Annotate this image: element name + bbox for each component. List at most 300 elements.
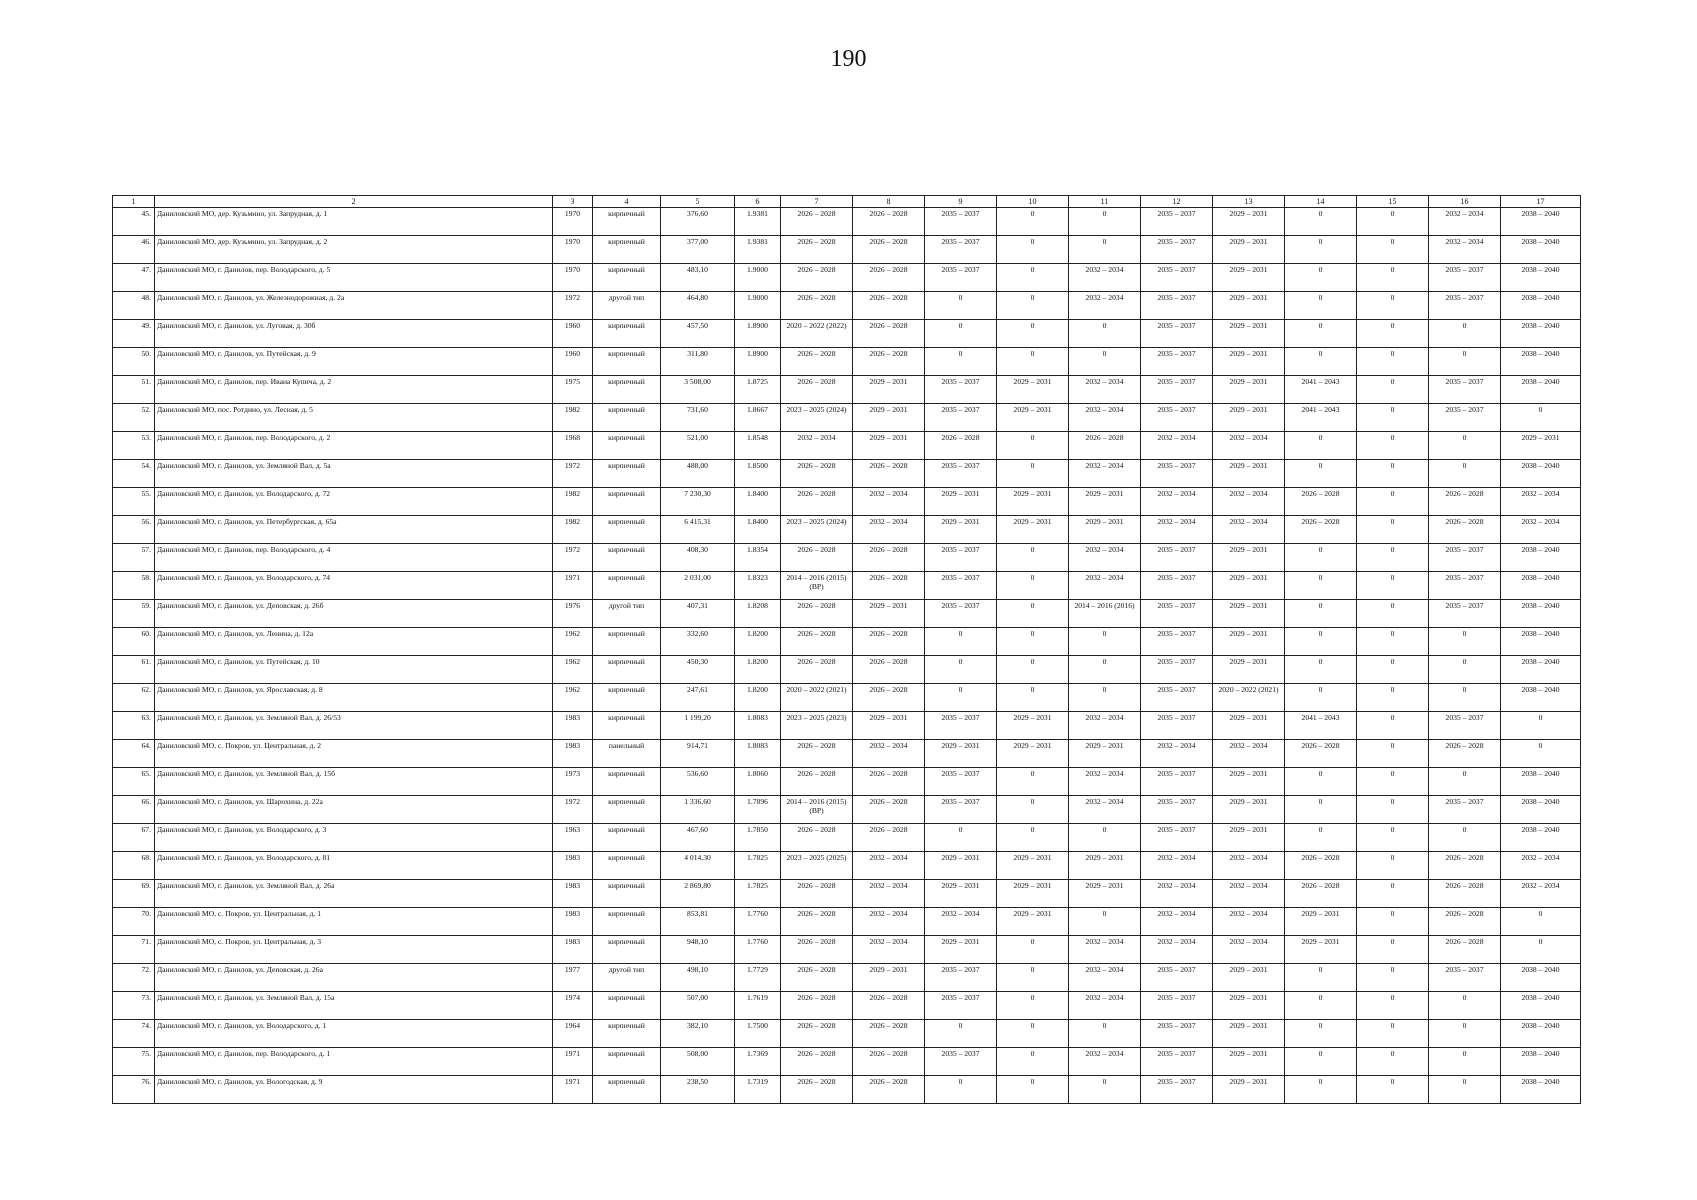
table-cell: 2038 – 2040 <box>1501 1048 1581 1076</box>
table-cell: 0 <box>1285 796 1357 824</box>
table-cell: 2032 – 2034 <box>1141 516 1213 544</box>
table-cell: 0 <box>997 656 1069 684</box>
table-cell: 0 <box>1429 684 1501 712</box>
table-cell: 2026 – 2028 <box>781 768 853 796</box>
table-cell: 450,30 <box>661 656 735 684</box>
table-cell: 7 230,30 <box>661 488 735 516</box>
table-cell: 2026 – 2028 <box>781 964 853 992</box>
table-cell: 1.8200 <box>735 656 781 684</box>
row-number-cell: 63. <box>113 712 155 740</box>
table-cell: 1982 <box>553 404 593 432</box>
table-cell: 2038 – 2040 <box>1501 208 1581 236</box>
table-cell: 0 <box>1429 320 1501 348</box>
table-cell: 2032 – 2034 <box>1141 740 1213 768</box>
table-cell: 2035 – 2037 <box>925 264 997 292</box>
table-cell: кирпичный <box>593 348 661 376</box>
table-cell: 2029 – 2031 <box>1213 376 1285 404</box>
table-cell: 0 <box>1285 544 1357 572</box>
table-cell: 1962 <box>553 628 593 656</box>
table-cell: другой тип <box>593 292 661 320</box>
table-cell: 0 <box>925 684 997 712</box>
table-cell: 464,80 <box>661 292 735 320</box>
table-cell: 2041 – 2043 <box>1285 712 1357 740</box>
address-cell: Даниловский МО, г. Данилов, ул. Деповская, д. 26б <box>155 600 553 628</box>
table-cell: 2029 – 2031 <box>925 488 997 516</box>
table-cell: 1.9000 <box>735 292 781 320</box>
table-cell: 2035 – 2037 <box>1141 628 1213 656</box>
table-cell: 2023 – 2025 (2024) <box>781 516 853 544</box>
table-cell: 0 <box>1069 824 1141 852</box>
row-number-cell: 62. <box>113 684 155 712</box>
table-cell: 0 <box>1069 1020 1141 1048</box>
table-row <box>113 320 1581 348</box>
address-cell: Даниловский МО, г. Данилов, ул. Путейская, д. 10 <box>155 656 553 684</box>
table-cell: 2029 – 2031 <box>1213 236 1285 264</box>
table-cell: 2035 – 2037 <box>1141 796 1213 824</box>
table-cell: 2026 – 2028 <box>853 264 925 292</box>
row-number-cell: 56. <box>113 516 155 544</box>
document-table-container <box>112 195 1580 1104</box>
table-cell: кирпичный <box>593 796 661 824</box>
row-number-cell: 61. <box>113 656 155 684</box>
table-cell: кирпичный <box>593 1020 661 1048</box>
table-cell: 0 <box>997 936 1069 964</box>
table-cell: 2032 – 2034 <box>1213 488 1285 516</box>
table-cell: 2029 – 2031 <box>1069 880 1141 908</box>
table-cell: 2032 – 2034 <box>781 432 853 460</box>
row-number-cell: 46. <box>113 236 155 264</box>
table-cell: 2038 – 2040 <box>1501 1020 1581 1048</box>
table-cell: 0 <box>997 684 1069 712</box>
table-cell: 2026 – 2028 <box>853 236 925 264</box>
table-cell: 2035 – 2037 <box>925 460 997 488</box>
table-cell: 0 <box>1357 684 1429 712</box>
table-cell: 0 <box>1069 236 1141 264</box>
table-cell: 853,81 <box>661 908 735 936</box>
table-row <box>113 432 1581 460</box>
row-number-cell: 66. <box>113 796 155 824</box>
table-cell: 1.9381 <box>735 236 781 264</box>
table-cell: 0 <box>997 264 1069 292</box>
table-cell: 0 <box>925 320 997 348</box>
table-cell: 2029 – 2031 <box>1213 264 1285 292</box>
row-number-cell: 48. <box>113 292 155 320</box>
table-cell: 521,00 <box>661 432 735 460</box>
table-cell: 2026 – 2028 <box>1285 516 1357 544</box>
table-cell: 2038 – 2040 <box>1501 1076 1581 1104</box>
table-row <box>113 936 1581 964</box>
row-number-cell: 64. <box>113 740 155 768</box>
table-cell: 2026 – 2028 <box>781 208 853 236</box>
table-cell: 0 <box>1501 936 1581 964</box>
table-cell: 2032 – 2034 <box>1069 404 1141 432</box>
table-cell: 1.8354 <box>735 544 781 572</box>
table-cell: 1.7850 <box>735 824 781 852</box>
table-cell: 2035 – 2037 <box>1141 572 1213 600</box>
table-cell: кирпичный <box>593 460 661 488</box>
table-cell: 0 <box>1501 740 1581 768</box>
row-number-cell: 75. <box>113 1048 155 1076</box>
table-cell: 0 <box>997 432 1069 460</box>
table-cell: 2029 – 2031 <box>853 404 925 432</box>
table-cell: 1.7825 <box>735 880 781 908</box>
table-cell: 2038 – 2040 <box>1501 992 1581 1020</box>
table-cell: 0 <box>1285 824 1357 852</box>
table-row <box>113 460 1581 488</box>
table-cell: 2032 – 2034 <box>853 740 925 768</box>
table-cell: 536,60 <box>661 768 735 796</box>
table-cell: 2032 – 2034 <box>1141 488 1213 516</box>
column-header: 4 <box>593 196 661 208</box>
table-cell: 2035 – 2037 <box>1141 292 1213 320</box>
row-number-cell: 60. <box>113 628 155 656</box>
table-row <box>113 264 1581 292</box>
table-cell: кирпичный <box>593 572 661 600</box>
table-cell: 2032 – 2034 <box>1429 208 1501 236</box>
table-cell: 0 <box>1357 740 1429 768</box>
table-cell: 2029 – 2031 <box>853 432 925 460</box>
address-cell: Даниловский МО, г. Данилов, ул. Володарского, д. 81 <box>155 852 553 880</box>
table-cell: 2038 – 2040 <box>1501 600 1581 628</box>
table-cell: 1971 <box>553 1048 593 1076</box>
table-cell: 2029 – 2031 <box>1213 404 1285 432</box>
table-row <box>113 572 1581 600</box>
table-cell: 2026 – 2028 <box>781 600 853 628</box>
table-cell: 0 <box>1501 908 1581 936</box>
row-number-cell: 76. <box>113 1076 155 1104</box>
table-cell: 2032 – 2034 <box>853 852 925 880</box>
table-cell: 2026 – 2028 <box>853 628 925 656</box>
table-cell: 0 <box>1285 208 1357 236</box>
row-number-cell: 71. <box>113 936 155 964</box>
table-cell: 1970 <box>553 264 593 292</box>
table-cell: 2014 – 2016 (2015) (ВР) <box>781 796 853 824</box>
column-header: 11 <box>1069 196 1141 208</box>
table-cell: 2029 – 2031 <box>925 740 997 768</box>
table-cell: 0 <box>1429 824 1501 852</box>
table-cell: 0 <box>1357 656 1429 684</box>
table-cell: 0 <box>997 292 1069 320</box>
table-cell: 2029 – 2031 <box>1213 208 1285 236</box>
table-cell: 2035 – 2037 <box>1141 600 1213 628</box>
table-cell: 2026 – 2028 <box>853 796 925 824</box>
table-cell: 2032 – 2034 <box>1069 292 1141 320</box>
table-cell: 2032 – 2034 <box>1069 460 1141 488</box>
table-cell: 2032 – 2034 <box>1501 516 1581 544</box>
table-cell: 0 <box>1501 712 1581 740</box>
table-cell: 2035 – 2037 <box>925 1048 997 1076</box>
row-number-cell: 52. <box>113 404 155 432</box>
table-cell: 0 <box>1285 656 1357 684</box>
table-cell: 0 <box>1069 628 1141 656</box>
table-cell: 1.8200 <box>735 684 781 712</box>
table-cell: 0 <box>1357 712 1429 740</box>
row-number-cell: 74. <box>113 1020 155 1048</box>
table-cell: 0 <box>1069 1076 1141 1104</box>
table-cell: 2032 – 2034 <box>1213 936 1285 964</box>
table-cell: 1974 <box>553 992 593 1020</box>
table-cell: 2020 – 2022 (2021) <box>1213 684 1285 712</box>
column-header: 6 <box>735 196 781 208</box>
table-cell: 2041 – 2043 <box>1285 404 1357 432</box>
table-cell: 2029 – 2031 <box>1213 572 1285 600</box>
table-cell: 2035 – 2037 <box>1141 992 1213 1020</box>
column-header: 12 <box>1141 196 1213 208</box>
table-cell: 2026 – 2028 <box>853 320 925 348</box>
table-cell: 0 <box>1357 880 1429 908</box>
table-cell: 2029 – 2031 <box>853 964 925 992</box>
page-number: 190 <box>830 46 867 72</box>
table-cell: 0 <box>1357 768 1429 796</box>
table-cell: 1.7369 <box>735 1048 781 1076</box>
table-cell: 2026 – 2028 <box>781 880 853 908</box>
column-header: 14 <box>1285 196 1357 208</box>
address-cell: Даниловский МО, г. Данилов, ул. Вологодская, д. 9 <box>155 1076 553 1104</box>
table-cell: 1.8323 <box>735 572 781 600</box>
table-cell: 1971 <box>553 1076 593 1104</box>
table-cell: 0 <box>1357 264 1429 292</box>
table-cell: 0 <box>1501 404 1581 432</box>
table-row <box>113 208 1581 236</box>
address-cell: Даниловский МО, г. Данилов, ул. Ленина, д. 12а <box>155 628 553 656</box>
address-cell: Даниловский МО, г. Данилов, ул. Железнодорожная, д. 2а <box>155 292 553 320</box>
table-cell: 2038 – 2040 <box>1501 964 1581 992</box>
table-cell: 2029 – 2031 <box>997 516 1069 544</box>
table-cell: 4 014,30 <box>661 852 735 880</box>
table-cell: 2035 – 2037 <box>1141 404 1213 432</box>
table-cell: 2038 – 2040 <box>1501 656 1581 684</box>
table-cell: 0 <box>1285 572 1357 600</box>
table-cell: 0 <box>997 964 1069 992</box>
table-row <box>113 908 1581 936</box>
table-cell: 0 <box>1069 908 1141 936</box>
table-row <box>113 516 1581 544</box>
table-cell: 1964 <box>553 1020 593 1048</box>
table-cell: 0 <box>1429 1048 1501 1076</box>
table-cell: 2032 – 2034 <box>1429 236 1501 264</box>
table-cell: 1972 <box>553 460 593 488</box>
table-cell: 2029 – 2031 <box>1213 320 1285 348</box>
address-cell: Даниловский МО, г. Данилов, ул. Земляной Вал, д. 26/53 <box>155 712 553 740</box>
address-cell: Даниловский МО, г. Данилов, ул. Земляной Вал, д. 15а <box>155 992 553 1020</box>
table-cell: 1.8725 <box>735 376 781 404</box>
table-cell: 2038 – 2040 <box>1501 768 1581 796</box>
address-cell: Даниловский МО, г. Данилов, пер. Ивана Купича, д. 2 <box>155 376 553 404</box>
table-cell: 2026 – 2028 <box>853 460 925 488</box>
table-cell: 0 <box>997 1076 1069 1104</box>
table-cell: 0 <box>1285 1020 1357 1048</box>
table-cell: 488,00 <box>661 460 735 488</box>
table-cell: 1 336,60 <box>661 796 735 824</box>
table-cell: 2032 – 2034 <box>853 936 925 964</box>
table-cell: 0 <box>997 768 1069 796</box>
table-cell: кирпичный <box>593 516 661 544</box>
table-cell: кирпичный <box>593 432 661 460</box>
table-cell: 0 <box>1357 1048 1429 1076</box>
table-cell: 2026 – 2028 <box>781 936 853 964</box>
table-row <box>113 348 1581 376</box>
row-number-cell: 65. <box>113 768 155 796</box>
table-cell: 2026 – 2028 <box>853 768 925 796</box>
table-cell: 0 <box>997 1020 1069 1048</box>
table-cell: 0 <box>1357 404 1429 432</box>
table-cell: 1.8900 <box>735 348 781 376</box>
table-cell: 1983 <box>553 712 593 740</box>
row-number-cell: 67. <box>113 824 155 852</box>
address-cell: Даниловский МО, г. Данилов, ул. Путейская, д. 9 <box>155 348 553 376</box>
table-cell: 1.7500 <box>735 1020 781 1048</box>
table-cell: кирпичный <box>593 264 661 292</box>
table-cell: 2029 – 2031 <box>1213 1048 1285 1076</box>
table-cell: 2035 – 2037 <box>925 404 997 432</box>
table-cell: 914,71 <box>661 740 735 768</box>
table-cell: 1.8400 <box>735 488 781 516</box>
table-cell: 2035 – 2037 <box>1141 712 1213 740</box>
table-cell: 2032 – 2034 <box>1213 740 1285 768</box>
table-cell: кирпичный <box>593 488 661 516</box>
table-row <box>113 236 1581 264</box>
table-cell: 2032 – 2034 <box>853 488 925 516</box>
table-cell: 2029 – 2031 <box>1285 908 1357 936</box>
address-cell: Даниловский МО, с. Покров, ул. Центральная, д. 3 <box>155 936 553 964</box>
table-cell: 2026 – 2028 <box>781 1020 853 1048</box>
table-row <box>113 852 1581 880</box>
table-cell: 2035 – 2037 <box>925 572 997 600</box>
table-cell: 2038 – 2040 <box>1501 628 1581 656</box>
address-cell: Даниловский МО, г. Данилов, ул. Володарского, д. 72 <box>155 488 553 516</box>
table-cell: 0 <box>1285 628 1357 656</box>
address-cell: Даниловский МО, пос. Ротдино, ул. Лесная, д. 5 <box>155 404 553 432</box>
column-header: 1 <box>113 196 155 208</box>
address-cell: Даниловский МО, г. Данилов, ул. Петербургская, д. 65а <box>155 516 553 544</box>
table-cell: 2029 – 2031 <box>1501 432 1581 460</box>
table-cell: 2035 – 2037 <box>1429 292 1501 320</box>
address-cell: Даниловский МО, дер. Кузьмино, ул. Запрудная, д. 1 <box>155 208 553 236</box>
table-cell: 0 <box>1357 432 1429 460</box>
table-cell: 2029 – 2031 <box>1213 600 1285 628</box>
table-cell: 2032 – 2034 <box>1069 964 1141 992</box>
table-cell: 2032 – 2034 <box>1213 432 1285 460</box>
table-cell: кирпичный <box>593 656 661 684</box>
row-number-cell: 58. <box>113 572 155 600</box>
table-cell: 0 <box>997 824 1069 852</box>
table-cell: 238,50 <box>661 1076 735 1104</box>
table-cell: 1972 <box>553 796 593 824</box>
table-cell: 1982 <box>553 488 593 516</box>
table-cell: 2032 – 2034 <box>1141 852 1213 880</box>
table-row <box>113 376 1581 404</box>
table-cell: 6 415,31 <box>661 516 735 544</box>
table-cell: 0 <box>1285 348 1357 376</box>
address-cell: Даниловский МО, г. Данилов, ул. Деповская, д. 26а <box>155 964 553 992</box>
table-cell: 0 <box>1285 264 1357 292</box>
table-cell: 0 <box>925 628 997 656</box>
table-cell: 2035 – 2037 <box>1141 544 1213 572</box>
table-cell: 0 <box>1429 628 1501 656</box>
row-number-cell: 50. <box>113 348 155 376</box>
column-header: 5 <box>661 196 735 208</box>
table-body <box>113 208 1581 1104</box>
table-cell: 2035 – 2037 <box>1429 572 1501 600</box>
table-cell: 2032 – 2034 <box>1069 544 1141 572</box>
table-cell: 2026 – 2028 <box>781 992 853 1020</box>
table-cell: 2035 – 2037 <box>1429 404 1501 432</box>
table-cell: 2029 – 2031 <box>853 376 925 404</box>
table-cell: 2026 – 2028 <box>853 684 925 712</box>
table-row <box>113 796 1581 824</box>
table-cell: 1983 <box>553 908 593 936</box>
table-cell: 2014 – 2016 (2015) (ВР) <box>781 572 853 600</box>
table-cell: кирпичный <box>593 992 661 1020</box>
table-cell: кирпичный <box>593 404 661 432</box>
table-cell: 2026 – 2028 <box>781 236 853 264</box>
column-header: 7 <box>781 196 853 208</box>
address-cell: Даниловский МО, г. Данилов, ул. Володарского, д. 74 <box>155 572 553 600</box>
table-row <box>113 768 1581 796</box>
row-number-cell: 70. <box>113 908 155 936</box>
table-cell: 0 <box>997 796 1069 824</box>
table-cell: 1.8500 <box>735 460 781 488</box>
table-cell: 2038 – 2040 <box>1501 460 1581 488</box>
table-cell: 1.8548 <box>735 432 781 460</box>
address-cell: Даниловский МО, г. Данилов, ул. Володарского, д. 3 <box>155 824 553 852</box>
row-number-cell: 49. <box>113 320 155 348</box>
table-cell: 2026 – 2028 <box>853 1048 925 1076</box>
table-cell: 2026 – 2028 <box>781 488 853 516</box>
address-cell: Даниловский МО, с. Покров, ул. Центральная, д. 1 <box>155 908 553 936</box>
table-cell: 0 <box>1285 964 1357 992</box>
table-row <box>113 1020 1581 1048</box>
table-cell: 1.8060 <box>735 768 781 796</box>
address-cell: Даниловский МО, г. Данилов, пер. Володарского, д. 5 <box>155 264 553 292</box>
table-cell: 2032 – 2034 <box>1501 488 1581 516</box>
table-cell: 2029 – 2031 <box>1213 768 1285 796</box>
table-cell: 1.7760 <box>735 936 781 964</box>
table-cell: 2032 – 2034 <box>1069 768 1141 796</box>
table-cell: 2035 – 2037 <box>1141 656 1213 684</box>
table-cell: 2032 – 2034 <box>1069 992 1141 1020</box>
table-cell: 508,00 <box>661 1048 735 1076</box>
table-cell: 0 <box>1429 1076 1501 1104</box>
table-cell: 377,00 <box>661 236 735 264</box>
table-cell: 2035 – 2037 <box>1141 320 1213 348</box>
row-number-cell: 47. <box>113 264 155 292</box>
table-cell: 0 <box>997 348 1069 376</box>
table-cell: 2029 – 2031 <box>997 880 1069 908</box>
table-cell: 2026 – 2028 <box>853 572 925 600</box>
table-cell: 2026 – 2028 <box>1069 432 1141 460</box>
table-cell: 2029 – 2031 <box>1213 712 1285 740</box>
table-cell: 2029 – 2031 <box>1069 852 1141 880</box>
table-cell: 2035 – 2037 <box>1429 264 1501 292</box>
table-cell: 0 <box>1357 628 1429 656</box>
table-cell: кирпичный <box>593 684 661 712</box>
table-cell: 1976 <box>553 600 593 628</box>
table-cell: 2026 – 2028 <box>781 292 853 320</box>
table-cell: другой тип <box>593 964 661 992</box>
table-cell: 1977 <box>553 964 593 992</box>
table-cell: 247,61 <box>661 684 735 712</box>
row-number-cell: 55. <box>113 488 155 516</box>
table-cell: 2026 – 2028 <box>781 824 853 852</box>
table-cell: 0 <box>1429 432 1501 460</box>
address-cell: Даниловский МО, с. Покров, ул. Центральная, д. 2 <box>155 740 553 768</box>
table-cell: 2038 – 2040 <box>1501 684 1581 712</box>
table-cell: 2026 – 2028 <box>1285 740 1357 768</box>
table-cell: кирпичный <box>593 712 661 740</box>
table-cell: 2026 – 2028 <box>925 432 997 460</box>
table-cell: 2032 – 2034 <box>1069 796 1141 824</box>
